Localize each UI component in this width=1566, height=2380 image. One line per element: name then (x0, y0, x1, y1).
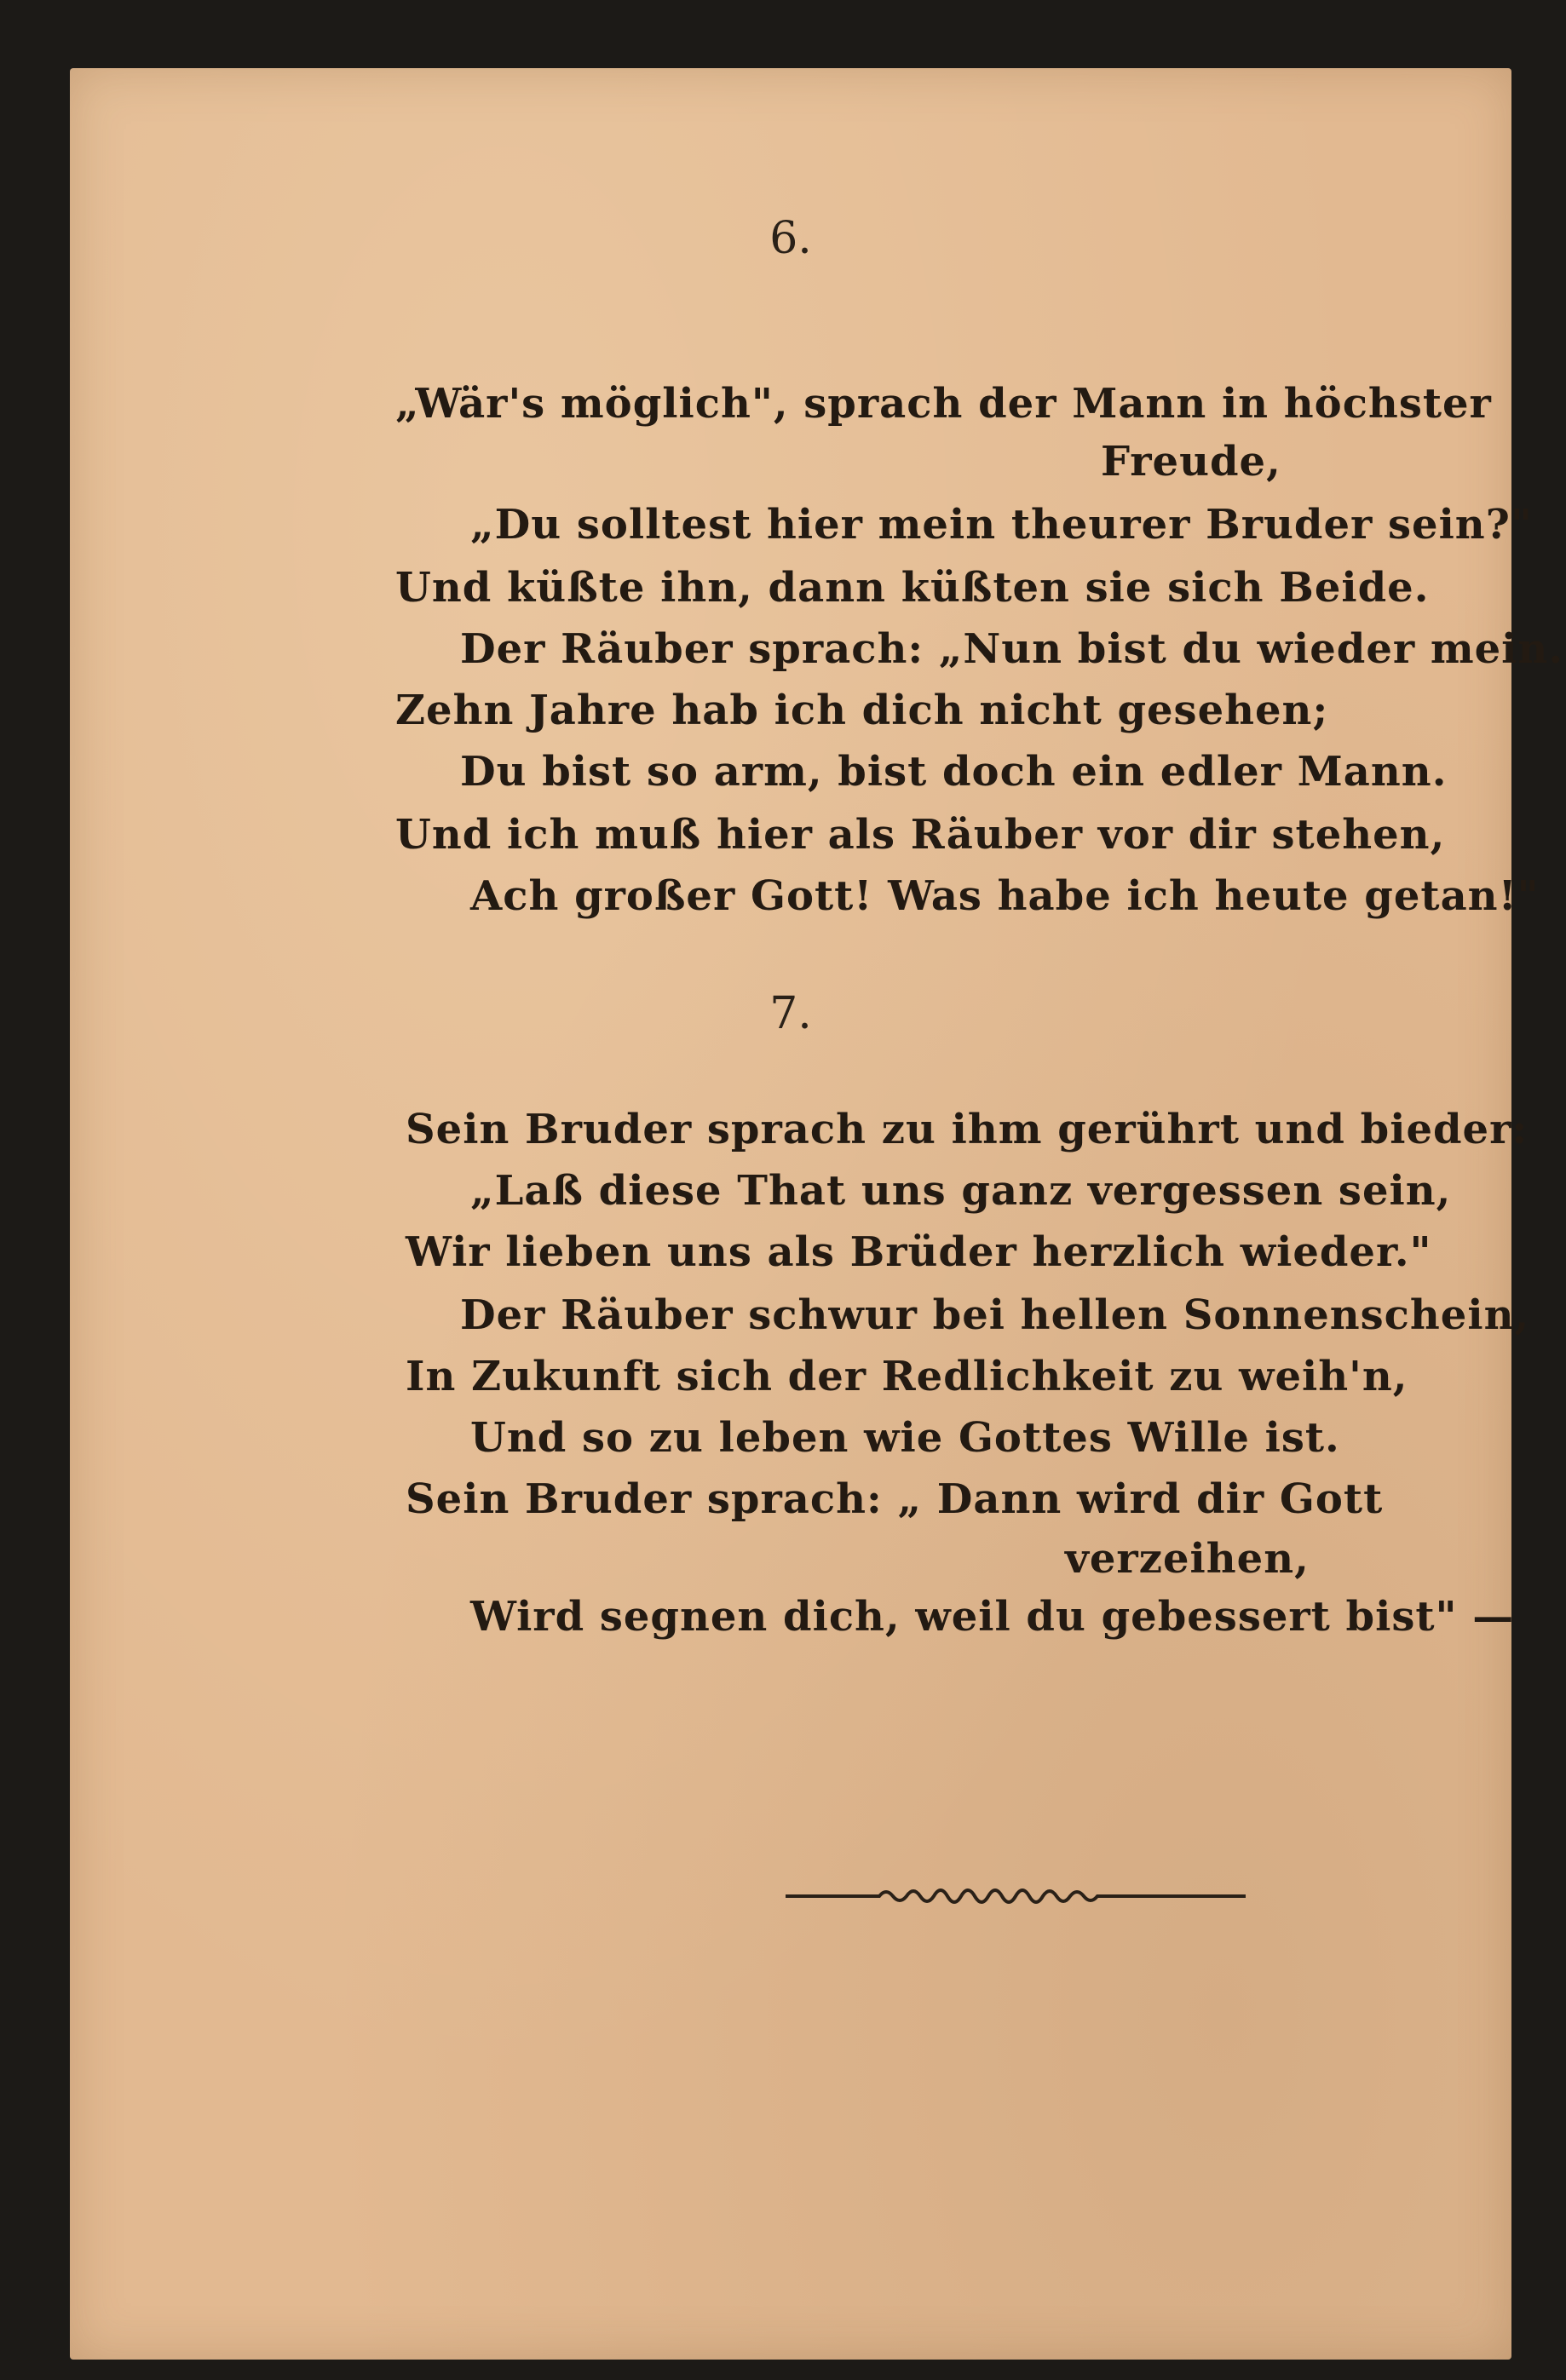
verse-line: Sein Bruder sprach zu ihm gerührt und bieder: (406, 1106, 1529, 1153)
verse-line: Sein Bruder sprach: „ Dann wird dir Gott (406, 1475, 1384, 1523)
verse-line: „Du solltest hier mein theurer Bruder sein?" (470, 501, 1533, 549)
book-page (70, 68, 1564, 2360)
verse-line: Der Räuber sprach: „Nun bist du wieder mein. (460, 625, 1564, 673)
verse-line: Freude, (1101, 438, 1281, 486)
verse-line: In Zukunft sich der Redlichkeit zu weih'n, (406, 1353, 1408, 1400)
verse-line: Du bist so arm, bist doch ein edler Mann. (460, 748, 1448, 796)
verse-line: Und so zu leben wie Gottes Wille ist. (470, 1414, 1340, 1462)
verse-line: Wir lieben uns als Brüder herzlich wieder." (406, 1228, 1432, 1276)
verse-line: Und ich muß hier als Räuber vor dir stehen, (395, 811, 1446, 859)
verse-line: Ach großer Gott! Was habe ich heute getan!" (470, 872, 1540, 920)
stanza-number: 7. (769, 988, 812, 1039)
verse-line: verzeihen, (1065, 1535, 1310, 1583)
verse-line: Und küßte ihn, dann küßten sie sich Beide. (395, 564, 1430, 612)
verse-line: Der Räuber schwur bei hellen Sonnenschein, (460, 1291, 1530, 1339)
verse-line: „Laß diese That uns ganz vergessen sein, (470, 1167, 1452, 1215)
verse-line: Wird segnen dich, weil du gebessert bist" — (470, 1593, 1515, 1641)
decorative-flourish (786, 1879, 1246, 1913)
stanza-number: 6. (769, 213, 812, 264)
verse-line: „Wär's möglich", sprach der Mann in höchster (395, 380, 1492, 428)
verse-line: Zehn Jahre hab ich dich nicht gesehen; (395, 687, 1329, 734)
